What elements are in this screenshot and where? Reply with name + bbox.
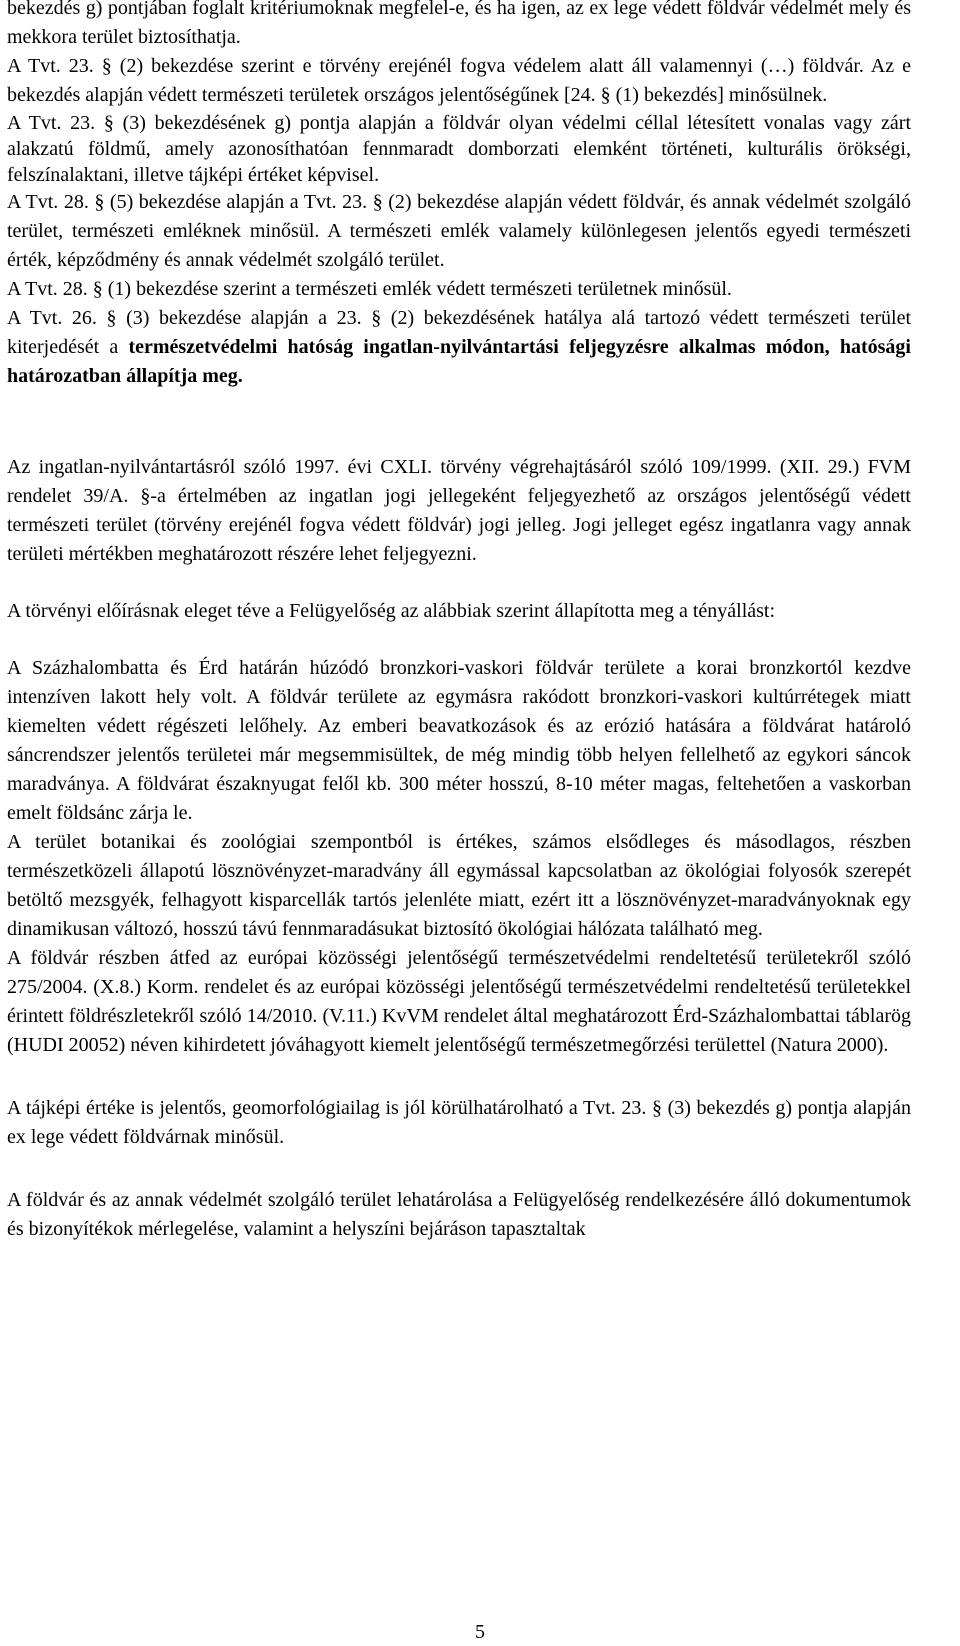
inspectorate-paragraph: A törvényi előírásnak eleget téve a Felügyelőség az alábbiak szerint állapította meg a tényállást:	[7, 600, 776, 623]
delimitation-paragraph: A földvár és az annak védelmét szolgáló terület lehatárolása a Felügyelőség rendelkezésére álló dokumentumok és bizonyítékok mérlegelése, valamint a helyszíni bejáráson tapasztaltak	[7, 1189, 911, 1241]
criteria-paragraph: bekezdés g) pontjában foglalt kritériumoknak megfelel-e, és ha igen, az ex lege védett földvár védelmét mely és mekkora terület biztosíthatja.	[7, 0, 911, 48]
tvt-26-3-text: A Tvt. 26. § (3) bekezdése alapján a 23. § (2) bekezdésének hatálya alá tartozó védett természeti terület kiterjedését a	[7, 307, 911, 359]
page-number: 5	[475, 1621, 485, 1643]
authority-bold-text: természetvédelmi hatóság ingatlan-nyilvántartási feljegyzésre alkalmas módon, hatósági határozatban állapítja meg.	[7, 336, 911, 388]
tvt-23-3-g-paragraph: A Tvt. 23. § (3) bekezdésének g) pontja alapján a földvár olyan védelmi céllal létesített vonalas vagy zárt alakzatú földmű, amely azonosíthatóan fennmaradt domborzati elemként történeti, kulturális örökségi, felszínalaktani, illetve tájképi értéket képvisel.	[7, 112, 911, 187]
facts-section	[7, 654, 911, 1060]
tvt-28-5-paragraph: A Tvt. 28. § (5) bekezdése alapján a Tvt. 23. § (2) bekezdése alapján védett földvár, és annak védelmét szolgáló terület, természeti emléknek minősül. A természeti emlék valamely különlegesen jelentős egyedi természeti érték, képződmény és annak védelmét szolgáló terület.	[7, 191, 911, 272]
tvt-23-2-paragraph: A Tvt. 23. § (2) bekezdése szerint e törvény erejénél fogva védelem alatt áll valamennyi (…) földvár. Az e bekezdés alapján védett természeti területek országos jelentőségűnek [24. § (1) bekezdés] minősülnek.	[7, 55, 911, 106]
legal-basis-section	[7, 0, 911, 391]
botanical-zoological-paragraph: A terület botanikai és zoológiai szempontból is értékes, számos elsődleges és másodlagos, részben természetközeli állapotú lösznövényzet-maradvány áll egymással kapcsolatban az ökológiai folyosók szerepét betöltő mezsgyék, felhagyott kisparcellák tartós jelenléte miatt, ezért itt a lösznövényzet-maradványoknak egy dinamikusan változó, hosszú távú fennmaradásukat biztosító ökológiai hálózata található meg.	[7, 831, 911, 941]
natura-2000-paragraph: A földvár részben átfed az európai közösségi jelentőségű természetvédelmi rendeltetésű területekről szóló 275/2004. (X.8.) Korm. rendelet és az európai közösségi jelentőségű természetvédelmi rendeltetésű területekkel érintett földrészletekről szóló 14/2010. (V.11.) KvVM rendelet által meghatározott Érd-Százhalombattai táblarög (HUDI 20052) néven kihirdetett jóváhagyott kiemelt jelentőségű természetmegőrzési területtel (Natura 2000).	[7, 947, 911, 1057]
tvt-28-1-paragraph: A Tvt. 28. § (1) bekezdése szerint a természeti emlék védett természeti területnek minősül.	[7, 278, 732, 301]
landscape-value-paragraph: A tájképi értéke is jelentős, geomorfológiailag is jól körülhatárolható a Tvt. 23. § (3) bekezdés g) pontja alapján ex lege védett földvárnak minősül.	[7, 1097, 911, 1149]
earthwork-history-paragraph: A Százhalombatta és Érd határán húzódó bronzkori-vaskori földvár területe a korai bronzkortól kezdve intenzíven lakott hely volt. A földvár területe az egymásra rakódott bronzkori-vaskori kultúrrétegek miatt kiemelten védett régészeti lelőhely. Az emberi beavatkozások és az erózió hatására a földvárat határoló sáncrendszer jelentős területei már megsemmisültek, de még mindig több helyen fellelhető az egykori sáncok maradványa. A földvárat északnyugat felől kb. 300 méter hosszú, 8-10 méter magas, feltehetően a vaskorban emelt földsánc zárja le.	[7, 657, 911, 825]
document-page	[7, 0, 911, 1244]
land-registry-paragraph: Az ingatlan-nyilvántartásról szóló 1997. évi CXLI. törvény végrehajtásáról szóló 109/1999. (XII. 29.) FVM rendelet 39/A. §-a értelmében az ingatlan jogi jellegeként feljegyezhető az országos jelentőségű védett természeti terület (törvény erejénél fogva védett földvár) jogi jelleg. Jogi jelleget egész ingatlanra vagy annak területi mértékben meghatározott részére lehet feljegyezni.	[7, 456, 911, 566]
tvt-26-3-paragraph	[7, 304, 911, 391]
